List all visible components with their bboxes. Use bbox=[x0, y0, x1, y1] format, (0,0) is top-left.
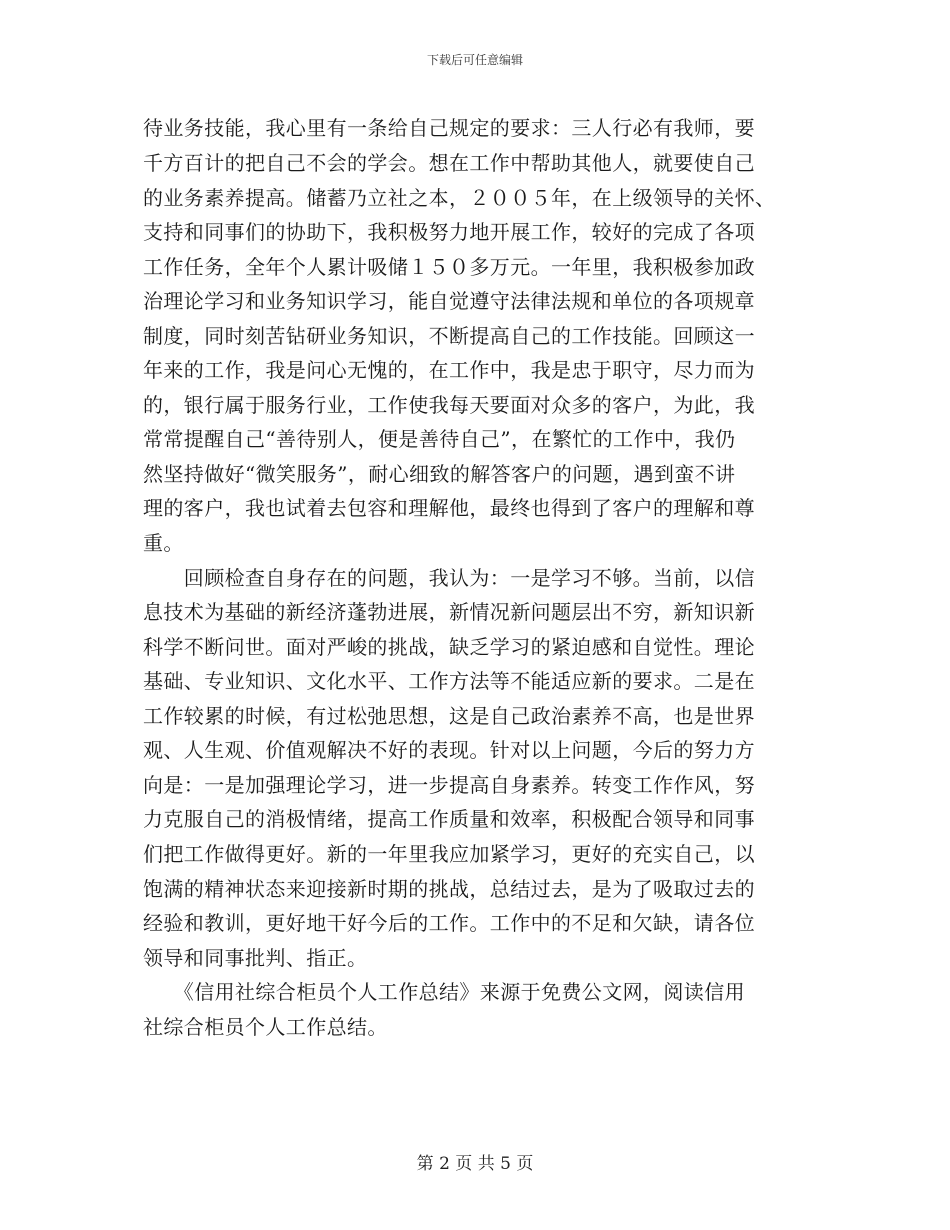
text-line: 待业务技能，我心里有一条给自己规定的要求：三人行必有我师，要 bbox=[143, 116, 755, 140]
text-line: 领导和同事批判、指正。 bbox=[143, 946, 368, 970]
text-line: 重。 bbox=[143, 531, 184, 555]
text-line: 的业务素养提高。储蓄乃立社之本，２００５年，在上级领导的关怀、 bbox=[143, 186, 776, 210]
text-line: 科学不断问世。面对严峻的挑战，缺乏学习的紧迫感和自觉性。理论 bbox=[143, 635, 755, 659]
text-line: 饱满的精神状态来迎接新时期的挑战，总结过去，是为了吸取过去的 bbox=[143, 877, 755, 901]
text-line: 回顾检查自身存在的问题，我认为：一是学习不够。当前，以信 bbox=[143, 566, 755, 590]
text-line: 理的客户，我也试着去包容和理解他，最终也得到了客户的理解和尊 bbox=[143, 496, 755, 520]
text-line: 观、人生观、价值观解决不好的表现。针对以上问题，今后的努力方 bbox=[143, 738, 755, 762]
text-line: 社综合柜员个人工作总结。 bbox=[143, 1015, 388, 1039]
text-line: 基础、专业知识、文化水平、工作方法等不能适应新的要求。二是在 bbox=[143, 669, 755, 693]
text-line: 向是：一是加强理论学习，进一步提高自身素养。转变工作作风，努 bbox=[143, 773, 755, 797]
text-line: 的，银行属于服务行业，工作使我每天要面对众多的客户，为此，我 bbox=[143, 393, 755, 417]
text-line: 工作任务，全年个人累计吸储１５０多万元。一年里，我积极参加政 bbox=[143, 255, 755, 279]
text-line: 常常提醒自己“善待别人，便是善待自己”，在繁忙的工作中，我仍 bbox=[143, 427, 736, 451]
page-number: 第 2 页 共 5 页 bbox=[416, 1154, 534, 1174]
text-line: 千方百计的把自己不会的学会。想在工作中帮助其他人，就要使自己 bbox=[143, 151, 755, 175]
text-line: 支持和同事们的协助下，我积极努力地开展工作，较好的完成了各项 bbox=[143, 220, 755, 244]
text-line: 们把工作做得更好。新的一年里我应加紧学习，更好的充实自己，以 bbox=[143, 842, 755, 866]
text-line: 《信用社综合柜员个人工作总结》来源于免费公文网，阅读信用 bbox=[143, 980, 745, 1004]
text-line: 经验和教训，更好地干好今后的工作。工作中的不足和欠缺，请各位 bbox=[143, 911, 755, 935]
text-line: 工作较累的时候，有过松弛思想，这是自己政治素养不高，也是世界 bbox=[143, 704, 755, 728]
text-line: 息技术为基础的新经济蓬勃进展，新情况新问题层出不穷，新知识新 bbox=[143, 600, 755, 624]
text-line: 治理论学习和业务知识学习，能自觉遵守法律法规和单位的各项规章 bbox=[143, 289, 755, 313]
text-line: 制度，同时刻苦钻研业务知识，不断提高自己的工作技能。回顾这一 bbox=[143, 324, 755, 348]
text-line: 力克服自己的消极情绪，提高工作质量和效率，积极配合领导和同事 bbox=[143, 807, 755, 831]
text-line: 然坚持做好“微笑服务”，耐心细致的解答客户的问题，遇到蛮不讲 bbox=[143, 462, 736, 486]
page-header: 下载后可任意编辑 bbox=[426, 53, 523, 67]
text-line: 年来的工作，我是问心无愧的，在工作中，我是忠于职守，尽力而为 bbox=[143, 358, 755, 382]
